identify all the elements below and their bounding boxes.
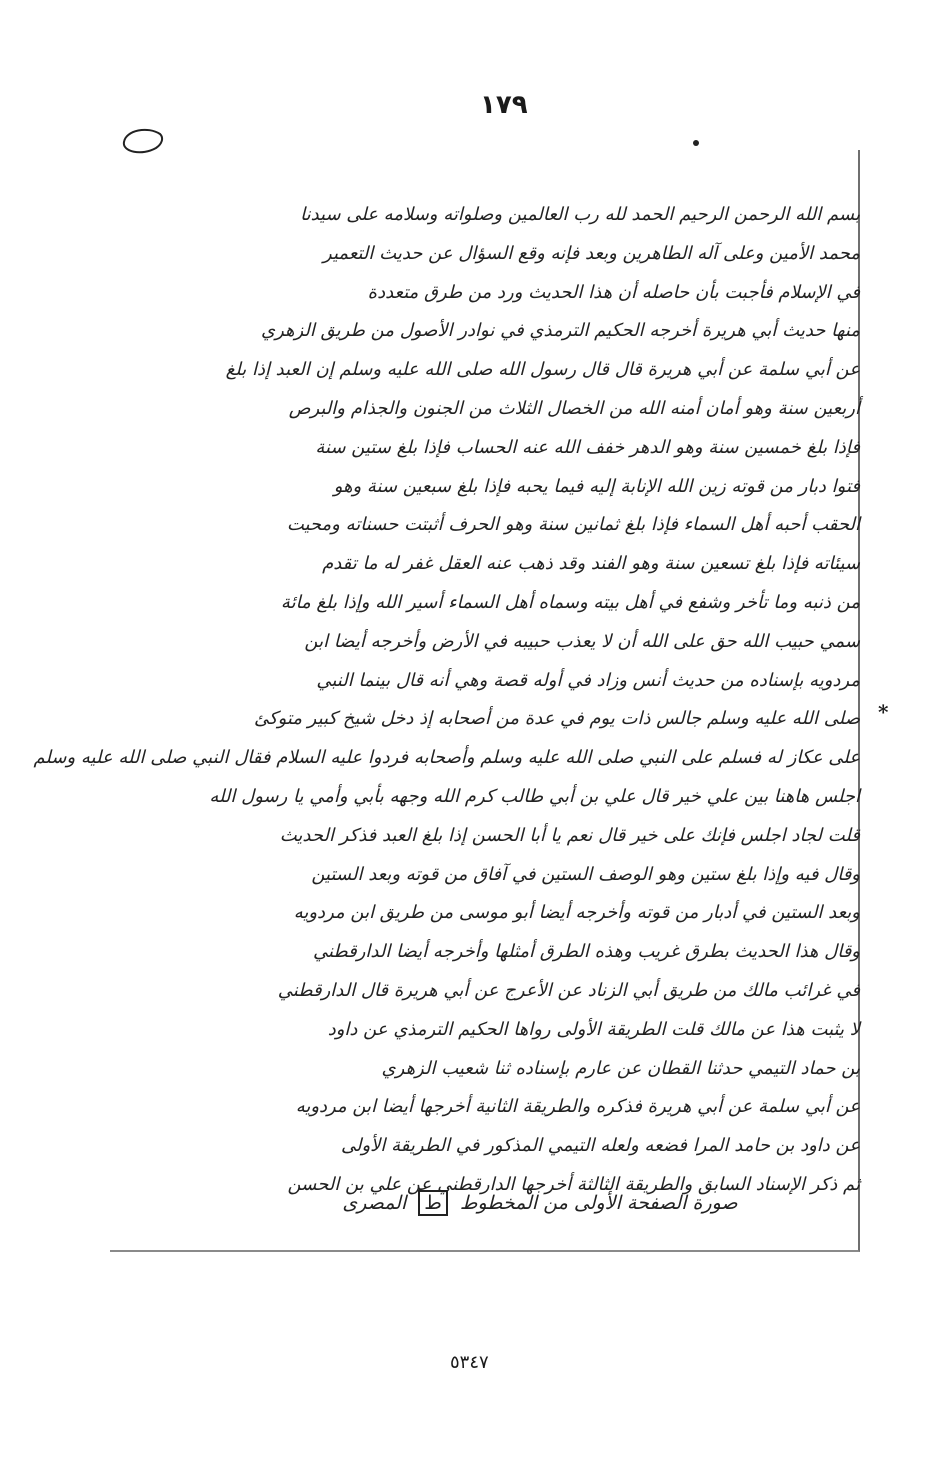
text-line: محمد الأمين وعلى آله الطاهرين وبعد فإنه وقع السؤال عن حديث التعمير	[323, 242, 860, 264]
text-line: قلت لجاد اجلس فإنك على خير قال نعم يا أبا الحسن إذا بلغ العبد فذكر الحديث	[279, 824, 860, 846]
text-line: سمي حبيب الله حق على الله أن لا يعذب حبيبه في الأرض وأخرجه أيضا ابن	[304, 630, 860, 652]
text-line: صلى الله عليه وسلم جالس ذات يوم في عدة من أصحابه إذ دخل شيخ كبير متوكئ	[254, 708, 860, 730]
text-line: بسم الله الرحمن الرحيم الحمد لله رب العالمين وصلواته وسلامه على سيدنا	[300, 204, 860, 225]
text-line: فإذا بلغ خمسين سنة وهو الدهر خفف الله عنه الحساب فإذا بلغ ستين سنة	[315, 436, 860, 458]
caption-box-letter: ط	[418, 1190, 448, 1216]
text-line: في الإسلام فأجبت بأن حاصله أن هذا الحديث ورد من طرق متعددة	[367, 281, 860, 303]
manuscript-caption	[270, 1190, 810, 1216]
text-line: مردويه بإسناده من حديث أنس وزاد في أوله قصة وهي أنه قال بينما النبي	[316, 669, 860, 691]
corner-mark-icon	[120, 128, 166, 156]
text-line: فتوا دبار من قوته زين الله الإنابة إليه فيما يحبه فإذا بلغ سبعين سنة وهو	[333, 475, 860, 497]
text-line: بن حماد التيمي حدثنا القطان عن عارم بإسناده ثنا شعيب الزهري	[381, 1057, 860, 1079]
text-line: ثم ذكر الإسناد السابق والطريقة الثالثة أخرجها الدارقطني عن علي بن الحسن	[287, 1173, 860, 1195]
text-line: في غرائب مالك من طريق أبي الزناد عن الأعرج عن أبي هريرة قال الدارقطني	[277, 979, 860, 1001]
text-line: عن أبي سلمة عن أبي هريرة قال قال رسول الله صلى الله عليه وسلم إن العبد إذا بلغ	[225, 359, 860, 381]
ink-dot	[693, 140, 699, 146]
text-line: اجلس هاهنا بين علي خير قال علي بن أبي طالب كرم الله وجهه بأبي وأمي يا رسول الله	[209, 785, 860, 807]
text-line: على عكاز له فسلم على النبي صلى الله عليه وسلم وأصحابه فردوا عليه السلام فقال النبي صلى الله عليه وسلم	[33, 747, 860, 769]
manuscript-text	[33, 196, 860, 1205]
folio-number: ١٧٩	[480, 90, 528, 120]
text-line: منها حديث أبي هريرة أخرجه الحكيم الترمذي في نوادر الأصول من طريق الزهري	[260, 320, 860, 342]
text-line: أربعين سنة وهو أمان أمنه الله من الخصال الثلاث من الجنون والجذام والبرص	[288, 397, 860, 419]
text-line: من ذنبه وما تأخر وشفع في أهل بيته وسماه أهل السماء أسير الله وإذا بلغ مائة	[280, 591, 860, 613]
text-line: وقال هذا الحديث بطرق غريب وهذه الطرق أمثلها وأخرجه أيضا الدارقطني	[312, 941, 860, 963]
text-line: وقال فيه وإذا بلغ ستين وهو الوصف الستين في آفاق من قوته وبعد الستين	[311, 863, 860, 885]
caption-source: المصرى	[342, 1192, 407, 1214]
text-line: سيئاته فإذا بلغ تسعين سنة وهو الفند وقد ذهب عنه العقل غفر له ما تقدم	[322, 553, 860, 575]
text-line: وبعد الستين في أدبار من قوته وأخرجه أيضا أبو موسى من طريق ابن مردويه	[293, 902, 860, 924]
text-line: عن داود بن حامد المرا فضعه ولعله التيمي المذكور في الطريقة الأولى	[340, 1135, 860, 1157]
caption-text: صورة الصفحة الأولى من المخطوط	[459, 1192, 738, 1214]
text-line: الحقب أحبه أهل السماء فإذا بلغ ثمانين سنة وهو الحرف أثبتت حسناته ومحيت	[286, 514, 860, 536]
text-line: عن أبي سلمة عن أبي هريرة فذكره والطريقة الثانية أخرجها أيضا ابن مردويه	[295, 1096, 860, 1118]
text-line: لا يثبت هذا عن مالك قلت الطريقة الأولى رواها الحكيم الترمذي عن داود	[327, 1018, 860, 1040]
page-number: ٥٣٤٧	[450, 1352, 489, 1373]
margin-asterisk-icon: *	[878, 700, 889, 724]
